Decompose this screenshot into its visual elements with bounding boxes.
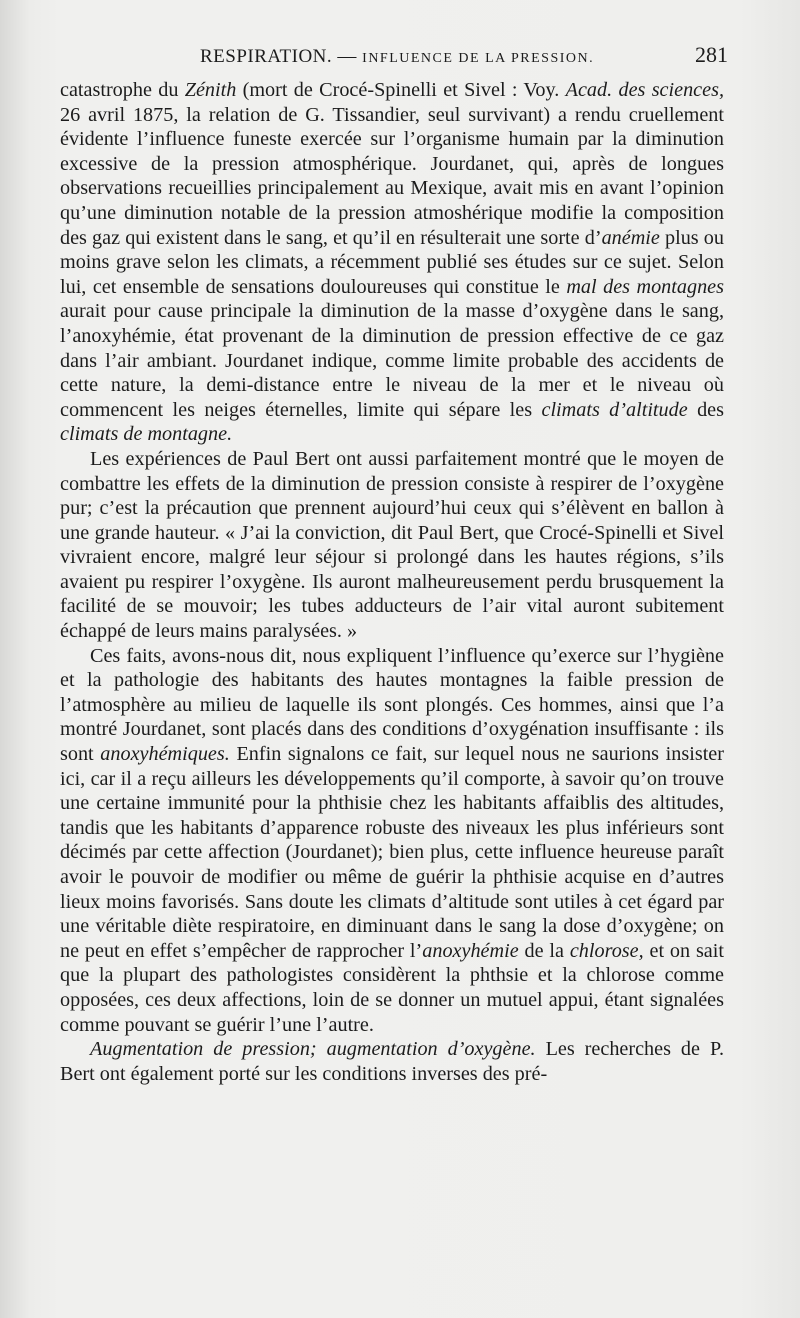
italic-text: climats d’altitude xyxy=(541,398,688,421)
text-run: Ces faits, avons-nous dit, nous expliquent l’influence qu’exerce sur l’hygiène et la pathologie des habitants des hautes montagnes la faible pression de l’atmosphère au milieu de laquelle ils sont plongés. Ces hommes, ainsi que l’a montré Jourdanet, sont placés dans des conditions d’oxygénation insuffisante : ils sont xyxy=(60,644,724,766)
text-run: et on sait que la plupart des pathologistes considèrent la phthsie et la chlorose comme opposées, ces deux affections, loin de se donner un mutuel appui, étant signalées comme pouvant se guérir l’une l’autre. xyxy=(60,939,724,1036)
text-run: plus ou moins grave selon les climats, a récemment publié ses études sur ce sujet. Selon lui, cet ensemble de sensations douloureuses qui constitue le xyxy=(60,226,724,298)
running-head xyxy=(200,46,594,68)
body-text xyxy=(60,78,724,1086)
text-run: Enfin signalons ce fait, sur lequel nous ne saurions insister ici, car il a reçu ailleurs les développements qu’il comporte, à savoir qu’on trouve une certaine immunité pour la phthisie chez les habitants affaiblis des altitudes, tandis que les habitants d’apparence robuste des niveaux les plus inférieurs sont décimés par cette affection (Jourdanet); bien plus, cette influence heureuse paraît avoir le pouvoir de modifier ou même de guérir la phthisie acquise en d’autres lieux moins favorisés. Sans doute les climats d’altitude sont utiles à cet égard par une véritable diète respiratoire, en diminuant dans le sang la dose d’oxygène; on ne peut en effet s’empêcher de rapprocher l’ xyxy=(60,743,724,962)
paragraph xyxy=(60,447,724,644)
text-run: 26 avril 1875, la relation de G. Tissandier, seul survivant) a rendu cruellement évidente l’influence funeste exercée sur l’organisme humain par la diminution excessive de la pression atmosphérique. Jourdanet, qui, après de longues observations recueillies principalement au Mexique, avait mis en avant l’opinion qu’une diminution notable de la pression atmoshérique modifie la composition des gaz qui existent dans le sang, et qu’il en résulterait une sorte d’ xyxy=(60,103,724,249)
italic-text: Zénith xyxy=(184,79,237,101)
text-run: Les expériences de Paul Bert ont aussi parfaitement montré que le moyen de combattre les effets de la diminution de pression consiste à respirer de l’oxygène pur; c’est la précaution que prennent aujourd’hui ceux qui s’élèvent en ballon à une grande hauteur. « J’ai la conviction, dit Paul Bert, que Crocé-Spinelli et Sivel vivraient encore, malgré leur séjour si prolongé dans les hautes régions, s’ils avaient pu respirer l’oxygène. Ils auront malheureusement perdu brusquement la facilité de se mouvoir; les tubes adducteurs de l’air vital auront subitement échappé de leurs mains paralysées. » xyxy=(60,447,724,643)
running-head-main: RESPIRATION. — xyxy=(200,46,363,67)
text-run: de la xyxy=(518,939,570,962)
paragraph xyxy=(60,78,724,447)
text-run: Les recherches de P. Bert ont également porté sur les conditions inverses des pré- xyxy=(60,1038,724,1085)
page-number: 281 xyxy=(695,42,728,67)
italic-text: anémie xyxy=(601,226,660,249)
italic-text: anoxyhémiques. xyxy=(100,743,230,766)
paragraph xyxy=(60,644,724,1038)
italic-text: Acad. des sciences, xyxy=(565,79,724,101)
text-run: des xyxy=(687,398,724,421)
text-run: aurait pour cause principale la diminution de la masse d’oxygène dans le sang, l’anoxyhémie, état provenant de la diminution de pression effective de ce gaz dans l’air ambiant. Jourdanet indique, comme limite probable des accidents de cette nature, la demi-distance entre le niveau de la mer et le niveau où commencent les neiges éternelles, limite qui sépare les xyxy=(60,300,724,421)
running-head-sub: INFLUENCE DE LA PRESSION. xyxy=(362,51,595,66)
italic-text: Augmentation de pression; augmentation d’oxygène. xyxy=(90,1038,536,1061)
text-run: (mort de Crocé-Spinelli et Sivel : Voy. xyxy=(236,79,566,101)
paragraph xyxy=(60,1037,724,1086)
italic-text: anoxyhémie xyxy=(422,939,519,962)
italic-text: chlorose, xyxy=(569,939,644,962)
page-header xyxy=(60,38,728,78)
italic-text: climats de montagne. xyxy=(60,423,233,446)
italic-text: mal des montagnes xyxy=(566,275,724,298)
text-run: catastrophe du xyxy=(60,79,185,101)
